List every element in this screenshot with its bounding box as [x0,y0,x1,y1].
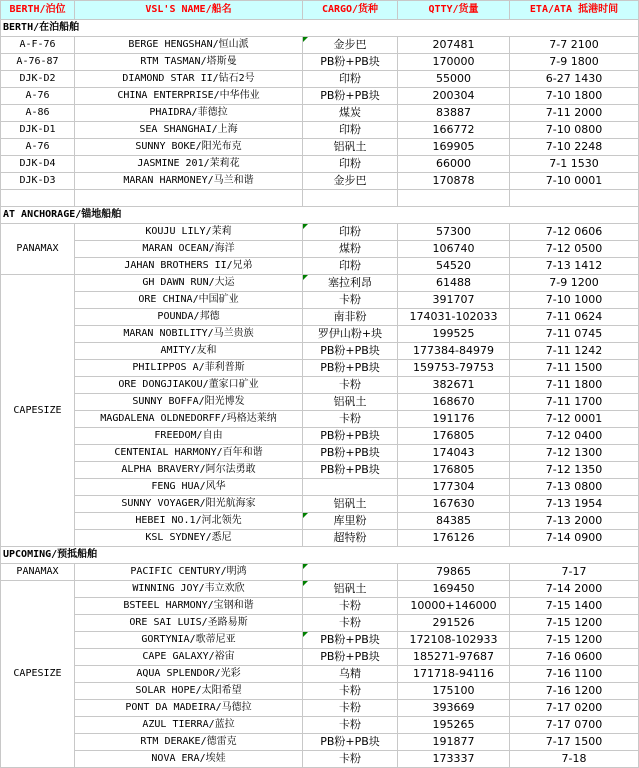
vessel-name-cell: PONT DA MADEIRA/马德拉 [75,700,303,717]
cargo-cell: 卡粉 [303,751,398,768]
eta-cell: 7-14 2000 [510,581,639,598]
group-label-cell: CAPESIZE [1,581,75,768]
vessel-name-cell: PACIFIC CENTURY/明鸿 [75,564,303,581]
table-row [1,700,639,717]
quantity-cell: 159753-79753 [398,360,510,377]
vessel-name-cell: SOLAR HOPE/太阳希望 [75,683,303,700]
vessel-name-cell: MARAN HARMONEY/马兰和谐 [75,173,303,190]
cargo-cell: 铝矾土 [303,394,398,411]
section-upcoming-title: UPCOMING/预抵船舶 [1,547,639,564]
quantity-cell: 176126 [398,530,510,547]
vessel-name-cell: ALPHA BRAVERY/阿尔法勇敢 [75,462,303,479]
table-row [1,258,639,275]
eta-cell: 7-12 0001 [510,411,639,428]
cargo-cell: 印粉 [303,156,398,173]
quantity-cell: 170000 [398,54,510,71]
eta-cell: 7-18 [510,751,639,768]
quantity-cell: 169450 [398,581,510,598]
cargo-cell: PB粉+PB块 [303,88,398,105]
eta-cell: 7-10 0800 [510,122,639,139]
eta-cell: 7-17 [510,564,639,581]
section-anchorage-title: AT ANCHORAGE/锚地船舶 [1,207,639,224]
berth-cell: DJK-D3 [1,173,75,190]
table-row [1,411,639,428]
eta-cell: 7-11 1500 [510,360,639,377]
quantity-cell: 177304 [398,479,510,496]
cargo-cell: 金步巴 [303,37,398,54]
cargo-cell: 印粉 [303,224,398,241]
quantity-cell: 167630 [398,496,510,513]
cargo-cell: 印粉 [303,258,398,275]
eta-cell: 7-11 2000 [510,105,639,122]
vessel-name-cell: CHINA ENTERPRISE/中华伟业 [75,88,303,105]
cargo-cell: 卡粉 [303,683,398,700]
vessel-name-cell: SUNNY VOYAGER/阳光航海家 [75,496,303,513]
table-row [1,615,639,632]
table-row [1,292,639,309]
table-row [1,54,639,71]
vessel-name-cell: WINNING JOY/韦立欢欣 [75,581,303,598]
eta-cell: 7-13 1954 [510,496,639,513]
table-row [1,428,639,445]
table-row [1,530,639,547]
eta-cell: 7-16 1100 [510,666,639,683]
eta-cell: 7-15 1200 [510,632,639,649]
cargo-cell: PB粉+PB块 [303,632,398,649]
quantity-cell: 176805 [398,462,510,479]
header-berth: BERTH/泊位 [1,1,75,20]
header-cargo: CARGO/货种 [303,1,398,20]
group-label-cell: PANAMAX [1,224,75,275]
cargo-cell: 印粉 [303,71,398,88]
eta-cell: 7-13 0800 [510,479,639,496]
vessel-name-cell: AQUA SPLENDOR/光彩 [75,666,303,683]
table-row [1,37,639,54]
quantity-cell: 174043 [398,445,510,462]
table-row [1,241,639,258]
vessel-name-cell: BERGE HENGSHAN/恒山派 [75,37,303,54]
table-row [1,564,639,581]
vessel-name-cell: RTM TASMAN/塔斯曼 [75,54,303,71]
eta-cell: 7-10 0001 [510,173,639,190]
quantity-cell: 54520 [398,258,510,275]
vessel-name-cell: ORE DONGJIAKOU/董家口矿业 [75,377,303,394]
eta-cell: 7-12 0400 [510,428,639,445]
cargo-cell: 铝矾土 [303,496,398,513]
quantity-cell: 173337 [398,751,510,768]
quantity-cell: 393669 [398,700,510,717]
berth-cell: A-76 [1,139,75,156]
vessel-name-cell: HEBEI NO.1/河北领先 [75,513,303,530]
cargo-cell: 罗伊山粉+块 [303,326,398,343]
cargo-cell: 卡粉 [303,717,398,734]
vessel-name-cell: NOVA ERA/埃娃 [75,751,303,768]
vessel-name-cell: POUNDA/邦德 [75,309,303,326]
cargo-cell: 卡粉 [303,411,398,428]
cargo-cell: 印粉 [303,122,398,139]
quantity-cell: 57300 [398,224,510,241]
quantity-cell: 168670 [398,394,510,411]
vessel-name-cell: FREEDOM/自由 [75,428,303,445]
table-row [1,666,639,683]
table-row [1,751,639,768]
section-berth [1,20,639,37]
eta-cell: 7-12 0606 [510,224,639,241]
vessel-name-cell: RTM DERAKE/德雷克 [75,734,303,751]
cargo-cell: 卡粉 [303,615,398,632]
cargo-cell: 煤粉 [303,241,398,258]
cargo-cell [303,479,398,496]
eta-cell: 7-11 0624 [510,309,639,326]
berth-cell: A-76 [1,88,75,105]
vessel-name-cell: PHAIDRA/菲德拉 [75,105,303,122]
vessel-name-cell: PHILIPPOS A/菲利普斯 [75,360,303,377]
vessel-name-cell: DIAMOND STAR II/钻石2号 [75,71,303,88]
quantity-cell: 10000+146000 [398,598,510,615]
cargo-cell: PB粉+PB块 [303,54,398,71]
vessel-name-cell: CAPE GALAXY/裕宙 [75,649,303,666]
table-row [1,445,639,462]
berth-cell: A-F-76 [1,37,75,54]
table-row [1,156,639,173]
vessel-name-cell: SEA SHANGHAI/上海 [75,122,303,139]
berth-cell: DJK-D2 [1,71,75,88]
quantity-cell: 191176 [398,411,510,428]
cargo-cell: PB粉+PB块 [303,343,398,360]
eta-cell: 7-11 1242 [510,343,639,360]
vessel-name-cell: KSL SYDNEY/悉尼 [75,530,303,547]
section-anchorage [1,207,639,224]
quantity-cell: 174031-102033 [398,309,510,326]
vessel-name-cell: GH DAWN RUN/大运 [75,275,303,292]
blank-cell [75,190,303,207]
section-upcoming [1,547,639,564]
quantity-cell: 83887 [398,105,510,122]
eta-cell: 7-11 1800 [510,377,639,394]
quantity-cell: 391707 [398,292,510,309]
eta-cell: 7-10 1800 [510,88,639,105]
eta-cell: 7-12 0500 [510,241,639,258]
eta-cell: 7-9 1800 [510,54,639,71]
header-vessel-name: VSL'S NAME/船名 [75,1,303,20]
vessel-name-cell: SUNNY BOKE/阳光布克 [75,139,303,156]
eta-cell: 7-12 1350 [510,462,639,479]
eta-cell: 7-15 1200 [510,615,639,632]
vessel-name-cell: ORE SAI LUIS/圣路易斯 [75,615,303,632]
quantity-cell: 382671 [398,377,510,394]
quantity-cell: 291526 [398,615,510,632]
table-row [1,88,639,105]
table-row [1,462,639,479]
eta-cell: 7-16 0600 [510,649,639,666]
eta-cell: 6-27 1430 [510,71,639,88]
berth-cell: A-76-87 [1,54,75,71]
quantity-cell: 195265 [398,717,510,734]
vessel-name-cell: CENTENIAL HARMONY/百年和谐 [75,445,303,462]
table-row [1,275,639,292]
quantity-cell: 170878 [398,173,510,190]
eta-cell: 7-16 1200 [510,683,639,700]
vessel-name-cell: JAHAN BROTHERS II/兄弟 [75,258,303,275]
vessel-name-cell: AZUL TIERRA/蓝拉 [75,717,303,734]
vessel-name-cell: MAGDALENA OLDNEDORFF/玛格达莱纳 [75,411,303,428]
group-label-cell: CAPESIZE [1,275,75,547]
table-row [1,394,639,411]
cargo-cell: 铝矾土 [303,581,398,598]
eta-cell: 7-17 0700 [510,717,639,734]
cargo-cell: 铝矾土 [303,139,398,156]
quantity-cell: 176805 [398,428,510,445]
eta-cell: 7-17 0200 [510,700,639,717]
table-row [1,598,639,615]
cargo-cell: 超特粉 [303,530,398,547]
table-row [1,224,639,241]
group-label-cell: PANAMAX [1,564,75,581]
table-row [1,632,639,649]
quantity-cell: 175100 [398,683,510,700]
quantity-cell: 106740 [398,241,510,258]
cargo-cell: PB粉+PB块 [303,445,398,462]
blank-row [1,190,639,207]
cargo-cell: 乌精 [303,666,398,683]
quantity-cell: 79865 [398,564,510,581]
eta-cell: 7-12 1300 [510,445,639,462]
table-row [1,734,639,751]
quantity-cell: 169905 [398,139,510,156]
eta-cell: 7-11 0745 [510,326,639,343]
quantity-cell: 55000 [398,71,510,88]
header-quantity: QTTY/货量 [398,1,510,20]
quantity-cell: 84385 [398,513,510,530]
quantity-cell: 199525 [398,326,510,343]
header-row [1,1,639,20]
eta-cell: 7-10 1000 [510,292,639,309]
cargo-cell: 库里粉 [303,513,398,530]
cargo-cell: 塞拉利昂 [303,275,398,292]
eta-cell: 7-13 1412 [510,258,639,275]
vessel-name-cell: MARAN OCEAN/海洋 [75,241,303,258]
cargo-cell: 卡粉 [303,292,398,309]
quantity-cell: 66000 [398,156,510,173]
table-row [1,309,639,326]
cargo-cell: 金步巴 [303,173,398,190]
cargo-cell: 卡粉 [303,377,398,394]
section-berth-title: BERTH/在泊船舶 [1,20,639,37]
table-row [1,513,639,530]
vessel-name-cell: JASMINE 201/茉莉花 [75,156,303,173]
table-row [1,71,639,88]
table-row [1,683,639,700]
vessel-name-cell: BSTEEL HARMONY/宝钢和谐 [75,598,303,615]
vessel-name-cell: GORTYNIA/歌蒂尼亚 [75,632,303,649]
table-row [1,377,639,394]
blank-cell [1,190,75,207]
quantity-cell: 172108-102933 [398,632,510,649]
eta-cell: 7-11 1700 [510,394,639,411]
table-row [1,649,639,666]
blank-cell [303,190,398,207]
blank-cell [398,190,510,207]
blank-cell [510,190,639,207]
berth-cell: A-86 [1,105,75,122]
eta-cell: 7-10 2248 [510,139,639,156]
eta-cell: 7-9 1200 [510,275,639,292]
quantity-cell: 171718-94116 [398,666,510,683]
cargo-cell: PB粉+PB块 [303,462,398,479]
table-row [1,326,639,343]
eta-cell: 7-1 1530 [510,156,639,173]
table-row [1,717,639,734]
quantity-cell: 61488 [398,275,510,292]
quantity-cell: 185271-97687 [398,649,510,666]
vessel-name-cell: FENG HUA/风华 [75,479,303,496]
vessel-name-cell: MARAN NOBILITY/马兰贵族 [75,326,303,343]
table-row [1,105,639,122]
cargo-cell [303,564,398,581]
table-row [1,496,639,513]
quantity-cell: 177384-84979 [398,343,510,360]
table-row [1,343,639,360]
eta-cell: 7-15 1400 [510,598,639,615]
cargo-cell: 南非粉 [303,309,398,326]
vessel-name-cell: SUNNY BOFFA/阳光博发 [75,394,303,411]
cargo-cell: PB粉+PB块 [303,428,398,445]
quantity-cell: 191877 [398,734,510,751]
vessel-name-cell: AMITY/友和 [75,343,303,360]
eta-cell: 7-17 1500 [510,734,639,751]
quantity-cell: 166772 [398,122,510,139]
cargo-cell: PB粉+PB块 [303,734,398,751]
cargo-cell: 卡粉 [303,598,398,615]
table-row [1,479,639,496]
cargo-cell: PB粉+PB块 [303,649,398,666]
header-eta: ETA/ATA 抵港时间 [510,1,639,20]
table-row [1,173,639,190]
quantity-cell: 200304 [398,88,510,105]
cargo-cell: PB粉+PB块 [303,360,398,377]
table-row [1,581,639,598]
vessel-name-cell: KOUJU LILY/茉莉 [75,224,303,241]
cargo-cell: 煤炭 [303,105,398,122]
eta-cell: 7-13 2000 [510,513,639,530]
vessel-name-cell: ORE CHINA/中国矿业 [75,292,303,309]
table-row [1,122,639,139]
berth-cell: DJK-D1 [1,122,75,139]
eta-cell: 7-14 0900 [510,530,639,547]
table-row [1,139,639,156]
berth-cell: DJK-D4 [1,156,75,173]
quantity-cell: 207481 [398,37,510,54]
table-row [1,360,639,377]
cargo-cell: 卡粉 [303,700,398,717]
eta-cell: 7-7 2100 [510,37,639,54]
